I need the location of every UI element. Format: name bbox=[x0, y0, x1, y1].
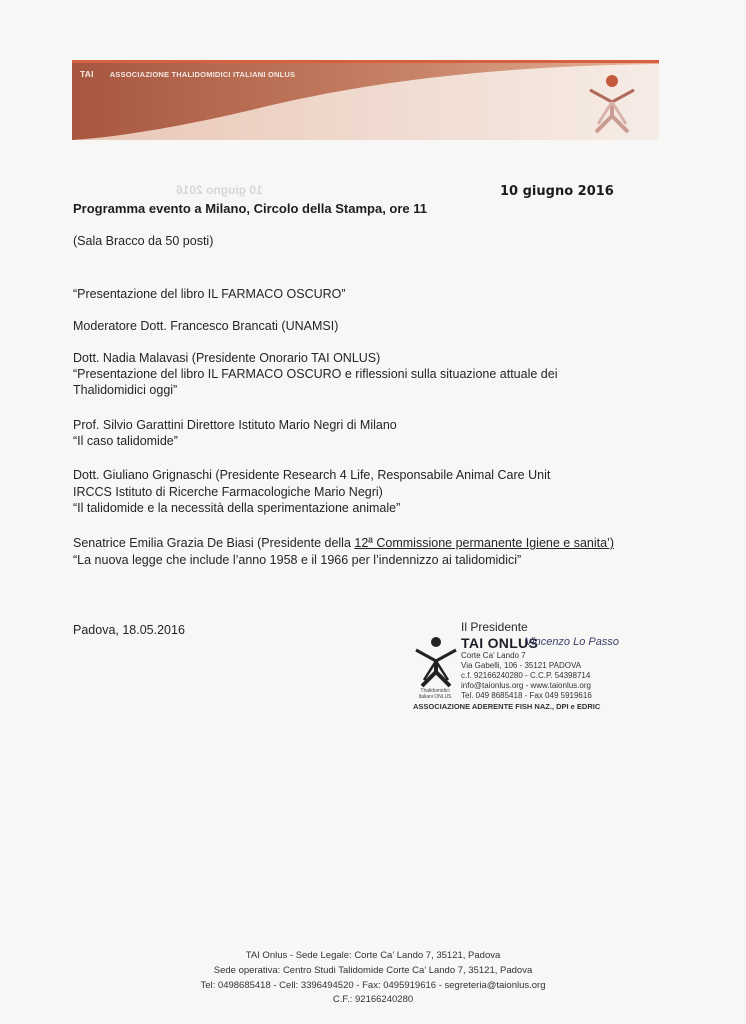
letterhead-banner bbox=[72, 60, 659, 140]
stamp-line: c.f. 92166240280 - C.C.P. 54398714 bbox=[461, 671, 591, 680]
speaker-4-name-prefix: Senatrice Emilia Grazia De Biasi (Presidente della bbox=[73, 536, 355, 550]
presentation-line: “Presentazione del libro IL FARMACO OSCURO” bbox=[73, 287, 346, 301]
tai-logo-icon bbox=[586, 72, 638, 134]
footer-line: Tel: 0498685418 - Cell: 3396494520 - Fax: 0495919616 - segreteria@taionlus.org bbox=[200, 980, 546, 991]
stamp-association: ASSOCIAZIONE ADERENTE FISH NAZ., DPI e EDRIC bbox=[413, 702, 601, 711]
speaker-4-talk: “La nuova legge che include l’anno 1958 e il 1966 per l’indennizzo ai talidomidici” bbox=[73, 553, 522, 567]
letterhead-text bbox=[80, 69, 295, 79]
stamp-line: Tel. 049 8685418 - Fax 049 5919616 bbox=[461, 691, 592, 700]
room-info: (Sala Bracco da 50 posti) bbox=[73, 234, 214, 248]
stamp-logo-icon bbox=[413, 634, 459, 688]
speaker-1-name: Dott. Nadia Malavasi (Presidente Onorario TAI ONLUS) bbox=[73, 351, 381, 365]
bleedthrough-date: 10 giugno 2016 bbox=[176, 183, 263, 197]
program-title: Programma evento a Milano, Circolo della Stampa, ore 11 bbox=[73, 201, 428, 216]
event-date: 10 giugno 2016 bbox=[500, 184, 614, 199]
speaker-4-name bbox=[73, 536, 614, 550]
stamp-line: Via Gabelli, 106 - 35121 PADOVA bbox=[461, 661, 582, 670]
letterhead-association: ASSOCIAZIONE THALIDOMIDICI ITALIANI ONLUS bbox=[109, 70, 296, 79]
footer-line: C.F.: 92166240280 bbox=[332, 994, 414, 1005]
speaker-4-commission: 12ª Commissione permanente Igiene e sanita’) bbox=[354, 536, 615, 550]
letterhead-abbr: TAI bbox=[80, 69, 94, 79]
handwritten-signature: Vincenzo Lo Passo bbox=[525, 636, 619, 648]
stamp-line: Corte Ca’ Lando 7 bbox=[461, 651, 526, 660]
speaker-3-affiliation: IRCCS Istituto di Ricerche Farmacologiche Mario Negri) bbox=[73, 485, 383, 499]
speaker-2-name: Prof. Silvio Garattini Direttore Istituto Mario Negri di Milano bbox=[73, 418, 397, 432]
stamp-logo-caption: Thalidomidici Italiani ONLUS bbox=[418, 688, 452, 700]
speaker-3-talk: “Il talidomide e la necessità della sperimentazione animale” bbox=[73, 501, 401, 515]
speaker-1-talk: “Presentazione del libro IL FARMACO OSCURO e riflessioni sulla situazione attuale dei bbox=[73, 367, 558, 381]
speaker-3-name: Dott. Giuliano Grignaschi (Presidente Research 4 Life, Responsabile Animal Care Unit bbox=[73, 468, 551, 482]
signature-stamp bbox=[413, 618, 623, 718]
stamp-line: info@taionlus.org - www.taionlus.org bbox=[461, 681, 591, 690]
stamp-title: TAI ONLUS bbox=[461, 635, 539, 651]
moderator-line: Moderatore Dott. Francesco Brancati (UNAMSI) bbox=[73, 319, 339, 333]
footer-line: Sede operativa: Centro Studi Talidomide Corte Ca’ Lando 7, 35121, Padova bbox=[213, 965, 533, 976]
speaker-1-talk-cont: Thalidomidici oggi” bbox=[73, 383, 178, 397]
speaker-2-talk: “Il caso talidomide” bbox=[73, 434, 178, 448]
footer-line: TAI Onlus - Sede Legale: Corte Ca’ Lando 7, 35121, Padova bbox=[245, 950, 501, 961]
place-date: Padova, 18.05.2016 bbox=[73, 623, 185, 637]
president-label: Il Presidente bbox=[461, 620, 528, 634]
